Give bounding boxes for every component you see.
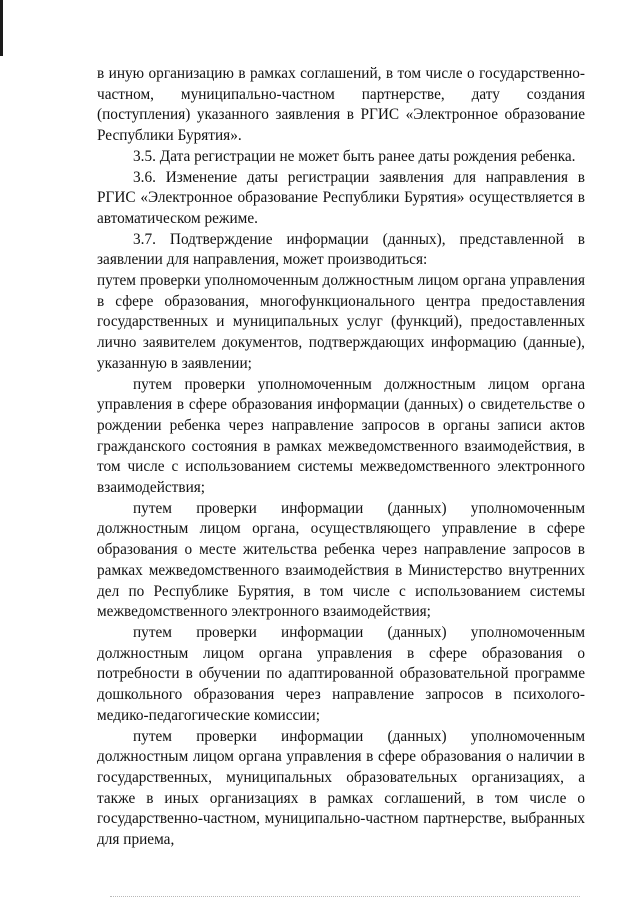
paragraph-3-7: 3.7. Подтверждение информации (данных), представленной в заявлении для направления, может производиться: — [97, 230, 585, 269]
scan-bottom-artifact — [110, 896, 580, 899]
paragraph-check-vacancies: путем проверки информации (данных) уполномоченным должностным лицом органа управления в сфере образования о наличии в государственных, муниципальных образовательных организациях, а также в иных организациях в рамках соглашений, в том числе о государственно-частном, муниципально-частном партнерстве, выбранных для приема, — [97, 727, 585, 849]
paragraph-check-birth-certificate: путем проверки уполномоченным должностным лицом органа управления в сфере образования информации (данных) о свидетельстве о рождении ребенка через направление запросов в органы записи актов гражданского состояния в рамках межведомственного взаимодействия, в том числе с использованием системы межведомственного электронного взаимодействия; — [97, 375, 585, 497]
paragraph-continuation: в иную организацию в рамках соглашений, в том числе о государственно-частном, муниципально-частном партнерстве, дату создания (поступления) указанного заявления в РГИС «Электронное образование Республики Бурятия». — [97, 65, 585, 145]
paragraph-3-5: 3.5. Дата регистрации не может быть ранее даты рождения ребенка. — [133, 147, 576, 165]
paragraph-check-adapted-program: путем проверки информации (данных) уполномоченным должностным лицом органа управления в сфере образования о потребности в обучении по адаптированной образовательной программе дошкольного образования через направление запросов в психолого-медико-педагогические комиссии; — [97, 623, 585, 724]
document-body — [97, 64, 585, 851]
scan-edge-mark — [0, 0, 3, 56]
paragraph-check-residence: путем проверки информации (данных) уполномоченным должностным лицом органа, осуществляющего управление в сфере образования о месте жительства ребенка через направление запросов в рамках межведомственного взаимодействия в Министерство внутренних дел по Республике Бурятия, в том числе с использованием системы межведомственного электронного взаимодействия; — [97, 499, 585, 621]
paragraph-check-documents: путем проверки уполномоченным должностным лицом органа управления в сфере образования, многофункционального центра предоставления государственных и муниципальных услуг (функций), предоставленных лично заявителем документов, подтверждающих информацию (данные), указанную в заявлении; — [97, 272, 585, 372]
paragraph-3-6: 3.6. Изменение даты регистрации заявления для направления в РГИС «Электронное образование Республики Бурятия» осуществляется в автоматическом режиме. — [97, 168, 585, 227]
